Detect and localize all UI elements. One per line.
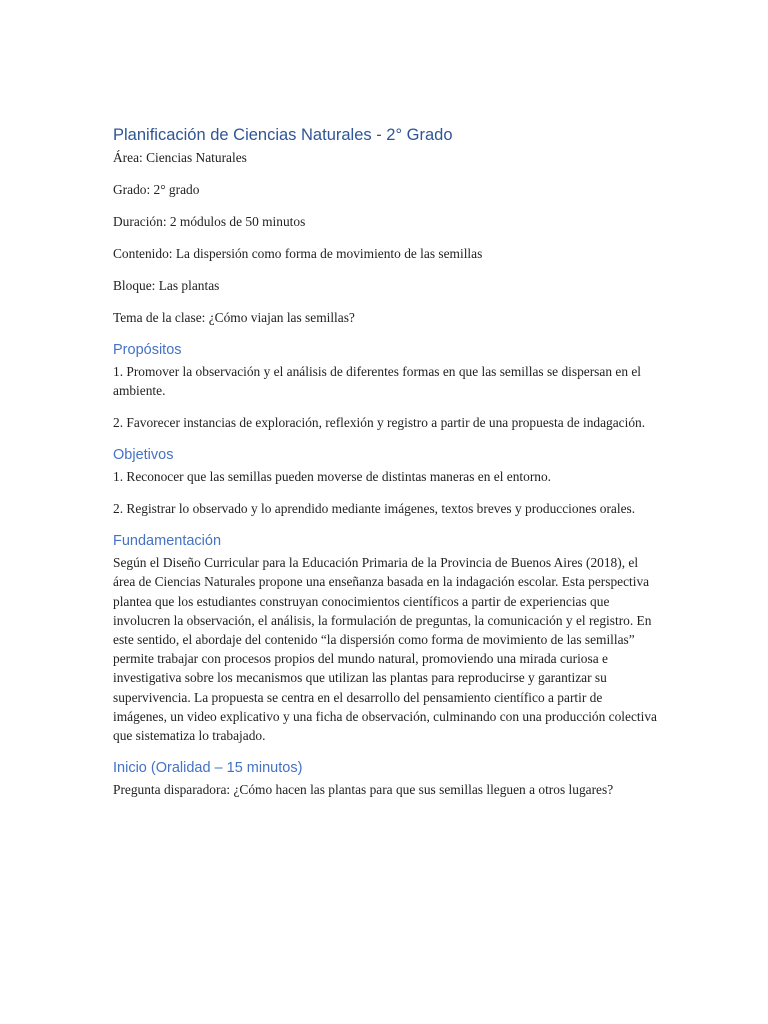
objetivo-item-1: 1. Reconocer que las semillas pueden moverse de distintas maneras en el entorno. xyxy=(113,469,552,485)
meta-grado: Grado: 2° grado xyxy=(113,182,200,197)
section-heading-propositos: Propósitos xyxy=(113,342,182,358)
meta-area: Área: Ciencias Naturales xyxy=(113,150,247,165)
meta-bloque: Bloque: Las plantas xyxy=(113,278,220,293)
proposito-item-1: 1. Promover la observación y el análisis de diferentes formas en que las semillas se dispersan en el ambiente. xyxy=(113,364,642,399)
section-heading-fundamentacion: Fundamentación xyxy=(113,533,222,550)
section-heading-objetivos: Objetivos xyxy=(113,447,174,464)
proposito-item-2: 2. Favorecer instancias de exploración, reflexión y registro a partir de una propuesta de indagación. xyxy=(113,415,646,431)
document-page xyxy=(113,124,658,812)
fundamentacion-paragraph: Según el Diseño Curricular para la Educación Primaria de la Provincia de Buenos Aires (2018), el área de Ciencias Naturales propone una enseñanza basada en la indagación escolar. Esta perspectiva plantea que los estudiantes construyan conocimientos científicos a partir de experiencias que involucren la observación, el análisis, la formulación de preguntas, la comunicación y el registro. En este sentido, el abordaje del contenido “la dispersión como forma de movimiento de las semillas” permite trabajar con procesos propios del mundo natural, promoviendo una mirada curiosa e investigativa sobre los mecanismos que utilizan las plantas para reproducirse y garantizar su supervivencia. La propuesta se centra en el desarrollo del pensamiento científico a partir de imágenes, un video explicativo y una ficha de observación, culminando con una producción colectiva que sistematiza lo trabajado. xyxy=(113,555,657,744)
meta-tema: Tema de la clase: ¿Cómo viajan las semillas? xyxy=(113,310,355,325)
objetivo-item-2: 2. Registrar lo observado y lo aprendido mediante imágenes, textos breves y producciones orales. xyxy=(113,501,636,517)
document-title: Planificación de Ciencias Naturales - 2° Grado xyxy=(113,126,453,144)
inicio-paragraph: Pregunta disparadora: ¿Cómo hacen las plantas para que sus semillas lleguen a otros lugares? xyxy=(113,782,614,798)
section-heading-inicio: Inicio (Oralidad – 15 minutos) xyxy=(113,760,303,777)
meta-contenido: Contenido: La dispersión como forma de movimiento de las semillas xyxy=(113,246,483,261)
meta-duracion: Duración: 2 módulos de 50 minutos xyxy=(113,214,306,229)
